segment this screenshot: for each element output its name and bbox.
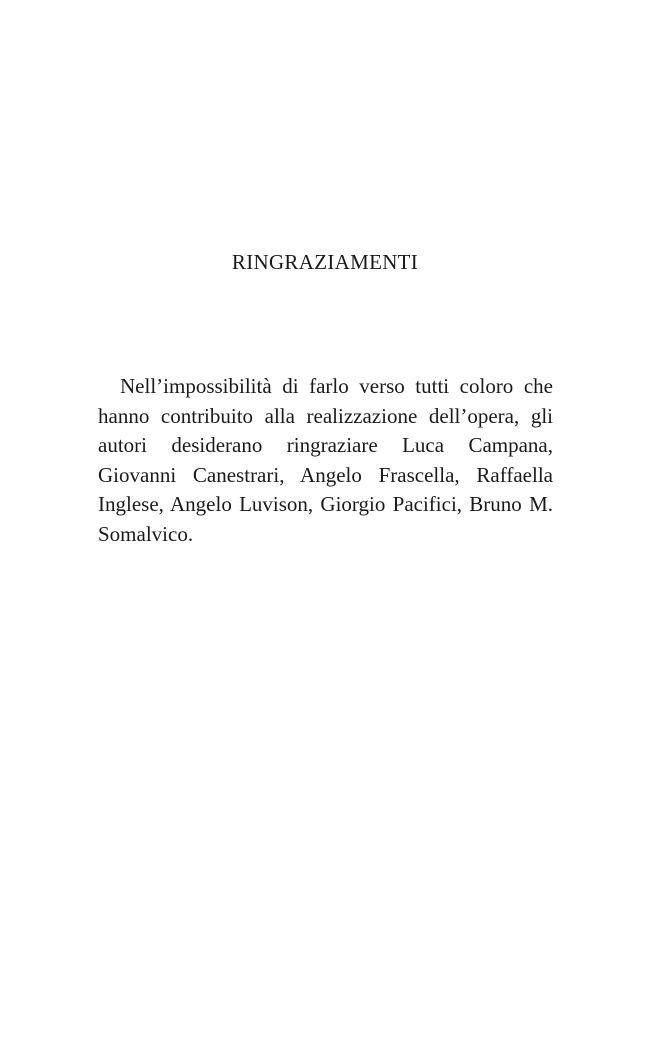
acknowledgements-paragraph: Nell’impossibilità di farlo verso tutti coloro che hanno contribuito alla realizzazione dell’opera, gli autori desiderano ringraziare Luca Campana, Giovanni Canestrari, Angelo Frascella, Raffaella Inglese, Angelo Luvison, Giorgio Pacifici, Bruno M. Somalvico. [98,374,553,546]
page-title: RINGRAZIAMENTI [231,250,419,274]
